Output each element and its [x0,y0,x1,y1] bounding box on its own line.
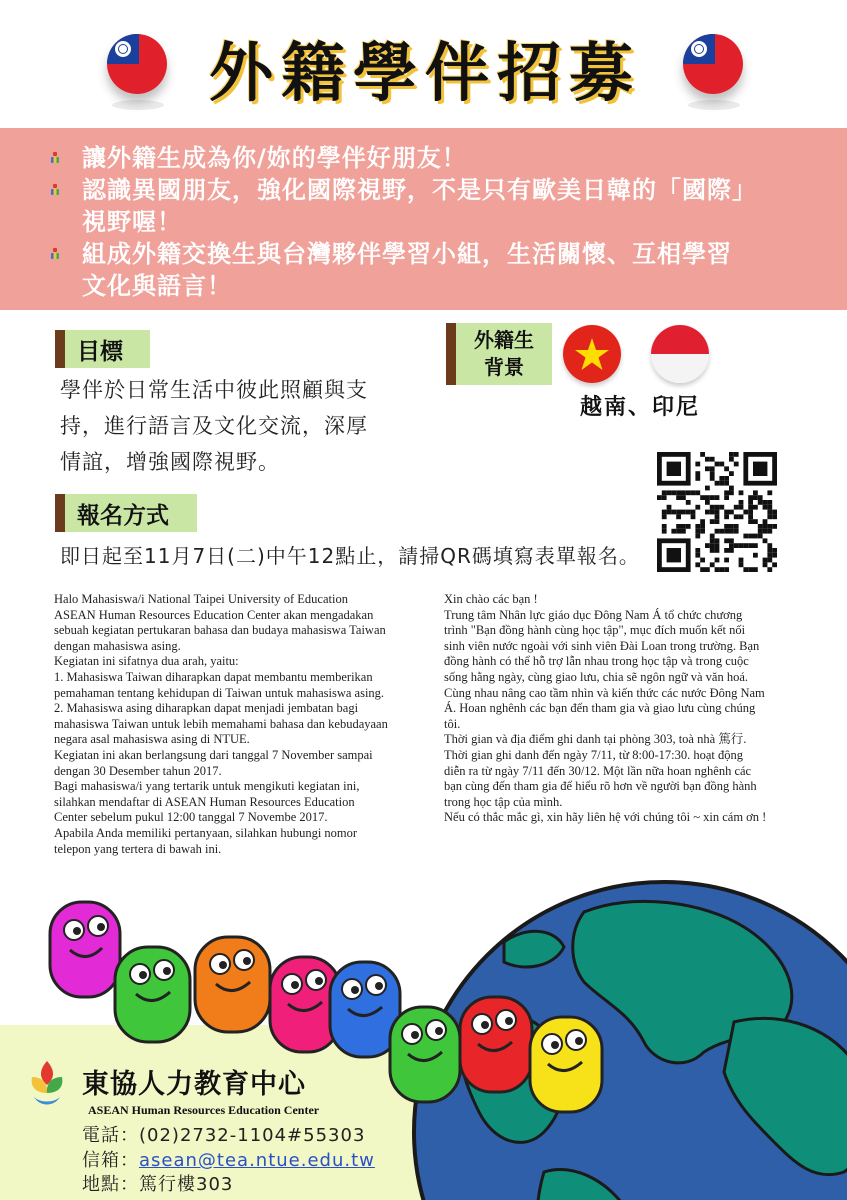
bullet-icon [48,152,62,166]
vietnamese-text [444,592,844,826]
text-line: Thời gian ghi danh đến ngày 7/11, từ 8:00-17:30. hoạt động [444,747,743,762]
mascot-orange [195,937,270,1032]
text-line: Cùng nhau nâng cao tầm nhìn và kiến thức các nước Đông Nam [444,685,765,700]
indonesia-flag-icon [651,325,709,383]
flag-shadow [112,100,164,110]
text-line: Center sebelum pukul 12:00 tanggal 7 Novembe 2017. [54,810,328,825]
vietnam-flag-icon [563,325,621,383]
text-line: sống hằng ngày, cùng giao lưu, chia sẽ ngôn ngữ và văn hoá. [444,669,748,684]
text-line: mahasiswa Taiwan untuk lebih memahami bahasa dan kebudayaan [54,716,388,731]
intro-bullet [48,142,467,174]
phone-number: (02)2732-1104#55303 [139,1125,366,1146]
asean-center-logo-icon [24,1055,70,1111]
goal-text: 學伴於日常生活中彼此照顧與支 持，進行語言及文化交流，深厚 情誼，增強國際視野。 [60,378,368,474]
text-line: pemahaman tentang kehidupan di Taiwan untuk mahasiswa asing. [54,685,385,700]
text-line: silahkan mendaftar di ASEAN Human Resources Education [54,794,355,809]
text-line: Kegiatan ini sifatnya dua arah, yaitu: [54,654,239,669]
signup-label: 報名方式 [55,494,197,532]
text-line: telepon yang tertera di bawah ini. [54,841,222,856]
intro-bullet [48,238,732,302]
intro-bullet-text: 組成外籍交換生與台灣夥伴學習小組，生活關懷、互相學習 文化與語言！ [82,240,732,300]
text-line: negara asal mahasiswa asing di NTUE. [54,732,250,747]
org-name: 東協人力教育中心 [82,1069,306,1100]
bullet-icon [48,248,62,262]
mascot-yellow [530,1017,602,1112]
text-line: Thời gian và địa điểm ghi danh tại phòng 303, toà nhà 篤行. [444,732,747,747]
org-name-en: ASEAN Human Resources Education Center [88,1103,320,1117]
text-line: sinh viên nước ngoài với sinh viên Đài Loan trong trường. Bạn [444,638,760,653]
flag-shadow [688,100,740,110]
text-line: trong học tập của mình. [444,794,563,809]
mascot-red [460,997,532,1092]
text-line: Trung tâm Nhân lực giáo dục Đông Nam Á tổ chức chương [444,607,743,622]
phone-line: 電話：(02)2732-1104#55303 [82,1125,366,1146]
signup-text: 即日起至11月7日(二)中午12點止，請掃QR碼填寫表單報名。 [60,544,640,568]
text-line: sebuah kegiatan pertukaran bahasa dan budaya mahasiswa Taiwan [54,623,386,638]
email-link[interactable]: asean@tea.ntue.edu.tw [139,1150,375,1171]
text-line: dengan 30 Desember tahun 2017. [54,763,222,778]
background-label: 外籍生 背景 [446,323,552,385]
text-line: 2. Mahasiswa asing diharapkan dapat menjadi jembatan bagi [54,701,359,716]
intro-band [0,128,847,310]
text-line: đồng hành có thể hỗ trợ lẫn nhau trong học tập và trong cuộc [444,654,749,669]
text-line: ASEAN Human Resources Education Center akan mengadakan [54,607,374,622]
page-title: 外籍學伴招募 [209,36,641,111]
text-line: 1. Mahasiswa Taiwan diharapkan dapat membantu memberikan [54,669,373,684]
address: 篤行樓303 [139,1174,234,1195]
text-line: dengan mahasiswa asing. [54,638,181,653]
text-line: Halo Mahasiswa/i National Taipei University of Education [54,592,348,606]
mascot-green [115,947,190,1042]
intro-bullet-text: 讓外籍生成為你/妳的學伴好朋友！ [82,144,467,172]
text-line: Kegiatan ini akan berlangsung dari tanggal 7 November sampai [54,747,373,762]
email-line: 信箱：asean@tea.ntue.edu.tw [82,1150,375,1171]
header [0,0,847,125]
text-line: Á. Hoan nghênh các bạn đến tham gia và giao lưu cùng chúng [444,701,756,716]
qr-code-icon[interactable] [657,452,777,572]
taiwan-flag-icon [107,34,167,94]
intro-bullet-text: 認識異國朋友，強化國際視野，不是只有歐美日韓的「國際」 視野喔！ [82,176,757,236]
text-line: Xin chào các bạn ! [444,592,538,606]
goal-label: 目標 [55,330,150,368]
text-line: tôi. [444,716,461,731]
text-line: Apabila Anda memiliki pertanyaan, silahkan hubungi nomor [54,825,358,840]
mascot-magenta [50,902,120,997]
bullet-icon [48,184,62,198]
text-line: trình "Bạn đồng hành cùng học tập", mục đích muốn kết nối [444,623,746,638]
address-line: 地點：篤行樓303 [82,1174,234,1195]
taiwan-flag-icon [683,34,743,94]
country-names: 越南、印尼 [579,394,700,420]
text-line: bạn cùng đến tham gia để hiểu rõ hơn về người bạn đồng hành [444,779,757,794]
text-line: Bagi mahasiswa/i yang tertarik untuk mengikuti kegiatan ini, [54,779,360,794]
indonesian-text [54,592,434,857]
intro-bullet [48,174,757,238]
text-line: Nếu có thắc mắc gì, xin hãy liên hệ với chúng tôi ~ xin cám ơn ! [444,810,767,825]
mascot-green-2 [390,1007,460,1102]
text-line: diễn ra từ ngày 7/11 đến 30/12. Một lần nữa hoan nghênh các [444,763,752,778]
